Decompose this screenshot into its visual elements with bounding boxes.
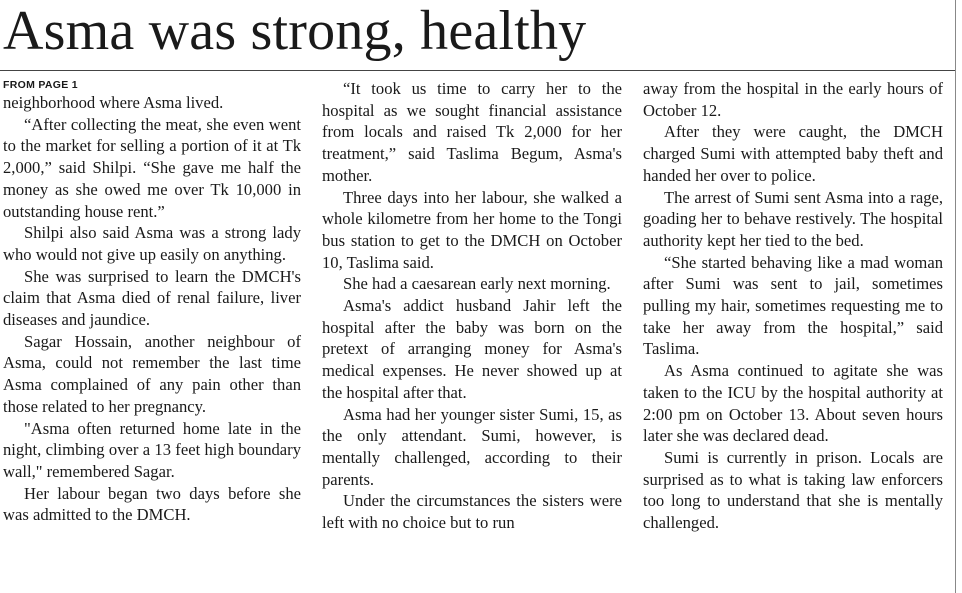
paragraph: She was surprised to learn the DMCH's claim that Asma died of renal failure, liver diseases and jaundice. <box>3 266 301 330</box>
paragraph: “After collecting the meat, she even went to the market for selling a portion of it at Tk 2,000,” said Shilpi. “She gave me half the money as she owed me over Tk 10,000 in outstanding house rent.” <box>3 114 301 221</box>
paragraph: “It took us time to carry her to the hospital as we sought financial assistance from locals and raised Tk 2,000 for her treatment,” said Taslima Begum, Asma's mother. <box>322 79 622 185</box>
paragraph: Asma's addict husband Jahir left the hospital after the baby was born on the pretext of arranging money for Asma's medical expenses. He never showed up at the hospital after that. <box>322 296 622 402</box>
right-border <box>955 0 956 593</box>
continued-from-label: FROM PAGE 1 <box>3 79 78 91</box>
paragraph: Her labour began two days before she was admitted to the DMCH. <box>3 483 301 525</box>
paragraph: Shilpi also said Asma was a strong lady who would not give up easily on anything. <box>3 223 301 264</box>
paragraph: Sumi is currently in prison. Locals are surprised as to what is taking law enforcers too long to understand that she is mentally challenged. <box>643 447 943 533</box>
paragraph: As Asma continued to agitate she was taken to the ICU by the hospital authority at 2:00 pm on October 13. About seven hours later she was declared dead. <box>643 361 943 446</box>
paragraph: “She started behaving like a mad woman after Sumi was sent to jail, sometimes pulling my hair, sometimes requesting me to take her away from the hospital,” said Taslima. <box>643 252 943 359</box>
paragraph: "Asma often returned home late in the night, climbing over a 13 feet high boundary wall," remembered Sagar. <box>3 418 301 481</box>
headline-rule <box>0 70 956 71</box>
paragraph: The arrest of Sumi sent Asma into a rage, goading her to behave restively. The hospital authority kept her tied to the bed. <box>643 187 943 250</box>
article-column-1 <box>3 78 301 526</box>
paragraph: Three days into her labour, she walked a whole kilometre from her home to the Tongi bus station to get to the DMCH on October 10, Taslima said. <box>322 187 622 272</box>
paragraph: away from the hospital in the early hours of October 12. <box>643 79 943 120</box>
paragraph: She had a caesarean early next morning. <box>343 274 611 294</box>
paragraph: neighborhood where Asma lived. <box>3 93 224 112</box>
paragraph: Sagar Hossain, another neighbour of Asma, could not remember the last time Asma complained of any pain other than those related to her pregnancy. <box>3 331 301 416</box>
paragraph: After they were caught, the DMCH charged Sumi with attempted baby theft and handed her over to police. <box>643 122 943 185</box>
article-column-2 <box>322 78 622 534</box>
headline: Asma was strong, healthy <box>3 0 587 62</box>
paragraph: Asma had her younger sister Sumi, 15, as the only attendant. Sumi, however, is mentally challenged, according to their parents. <box>322 404 622 489</box>
article-column-3 <box>643 78 943 534</box>
paragraph: Under the circumstances the sisters were left with no choice but to run <box>322 491 622 533</box>
